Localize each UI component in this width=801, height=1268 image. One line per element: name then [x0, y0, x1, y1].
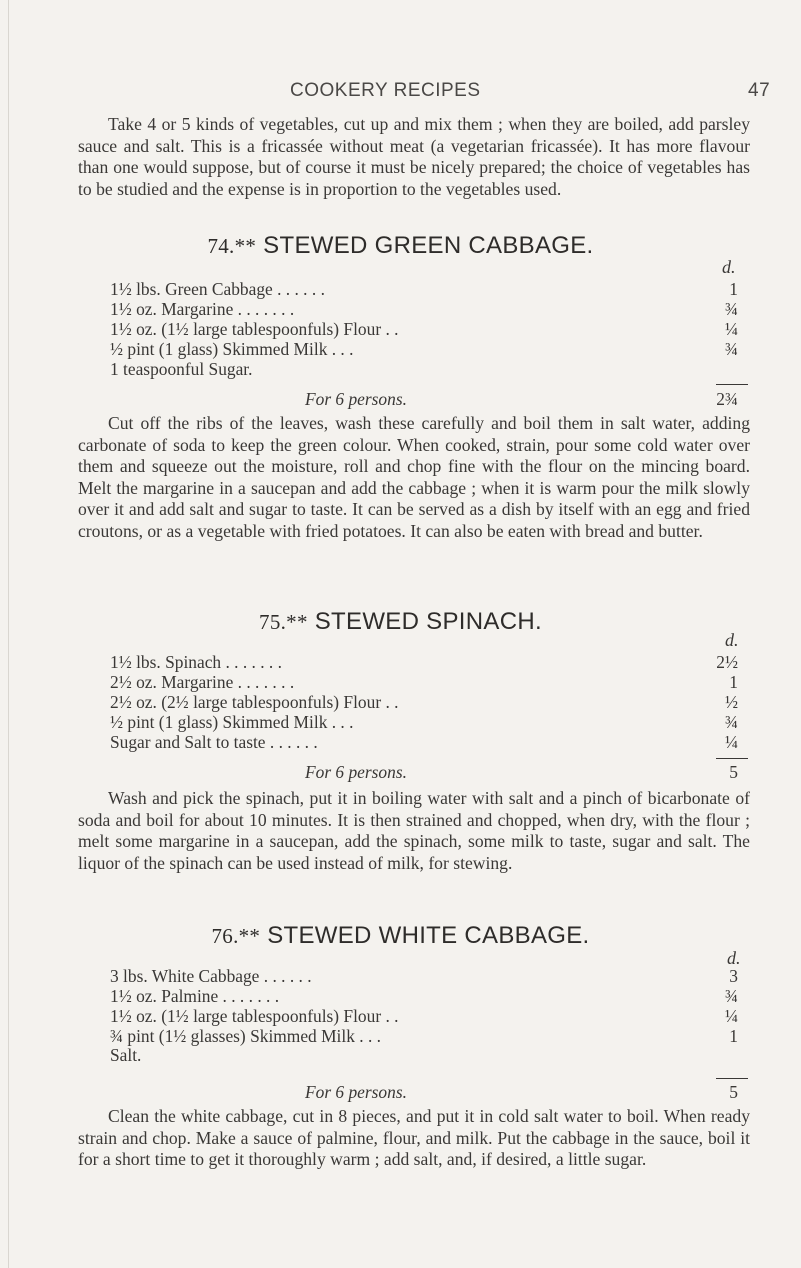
- total-cost: 5: [729, 762, 738, 782]
- recipe-75-cost-unit: d.: [725, 630, 739, 650]
- ingredient-cost: 1: [729, 279, 738, 299]
- ingredient-row: [110, 1026, 750, 1046]
- ingredient-row: [110, 672, 750, 692]
- ingredient-text: 3 lbs. White Cabbage . . . . . .: [110, 966, 312, 986]
- recipe-74-number: 74.**: [207, 234, 257, 258]
- total-cost: 5: [729, 1082, 738, 1102]
- ingredient-row: [110, 712, 750, 732]
- recipe-74-title: STEWED GREEN CABBAGE.: [263, 232, 594, 259]
- ingredient-text: 1 teaspoonful Sugar.: [110, 359, 253, 379]
- ingredient-row: [110, 339, 750, 359]
- ingredient-row: [110, 966, 750, 986]
- ingredient-cost: ¼: [724, 732, 738, 752]
- ingredient-cost: 1: [729, 1026, 738, 1046]
- ingredient-row: [110, 359, 750, 379]
- recipe-75-method: Wash and pick the spinach, put it in boiling water with salt and a pinch of bicarbonate of soda and boil for about 10 minutes. It is then strained and chopped, when dry, with the flour ; melt some margarine in a saucepan, add the spinach, some milk to taste, sugar and salt. The liquor of the spinach can be used instead of milk, for stewing.: [78, 788, 750, 873]
- servings-label: For 6 persons.: [305, 1082, 407, 1102]
- ingredient-row: [110, 1045, 750, 1065]
- ingredient-text: 1½ lbs. Green Cabbage . . . . . .: [110, 279, 325, 299]
- recipe-74-total-row: [110, 389, 750, 411]
- ingredient-text: 1½ oz. Margarine . . . . . . .: [110, 299, 295, 319]
- ingredient-text: 1½ oz. (1½ large tablespoonfuls) Flour . .: [110, 1006, 399, 1026]
- total-rule: [716, 758, 748, 759]
- ingredient-row: [110, 986, 750, 1006]
- servings-label: For 6 persons.: [305, 389, 407, 409]
- ingredient-text: 2½ oz. Margarine . . . . . . .: [110, 672, 295, 692]
- ingredient-text: 2½ oz. (2½ large tablespoonfuls) Flour . .: [110, 692, 399, 712]
- ingredient-text: ½ pint (1 glass) Skimmed Milk . . .: [110, 712, 354, 732]
- ingredient-text: 1½ oz. (1½ large tablespoonfuls) Flour . .: [110, 319, 399, 339]
- recipe-74-heading: [0, 232, 801, 260]
- ingredient-row: [110, 279, 750, 299]
- recipe-75-title: STEWED SPINACH.: [314, 608, 542, 635]
- ingredient-cost: ¼: [724, 1006, 738, 1026]
- servings-label: For 6 persons.: [305, 762, 407, 782]
- ingredient-cost: ¾: [724, 339, 738, 359]
- ingredient-row: [110, 299, 750, 319]
- ingredient-row: [110, 1006, 750, 1026]
- recipe-76-cost-unit: d.: [727, 948, 741, 968]
- ingredient-cost: ½: [724, 692, 738, 712]
- recipe-74-cost-unit: d.: [722, 257, 736, 277]
- ingredient-text: 1½ oz. Palmine . . . . . . .: [110, 986, 280, 1006]
- intro-paragraph: Take 4 or 5 kinds of vegetables, cut up and mix them ; when they are boiled, add parsley sauce and salt. This is a fricassée without meat (a vegetarian fricassée). It has more flavour than one would suppose, but of course it must be nicely prepared; the choice of vegetables has to be studied and the expense is in proportion to the vegetables used.: [78, 114, 750, 199]
- ingredient-cost: ¾: [724, 299, 738, 319]
- recipe-76-title: STEWED WHITE CABBAGE.: [267, 922, 590, 949]
- recipe-76-number: 76.**: [211, 924, 261, 948]
- ingredient-text: 1½ lbs. Spinach . . . . . . .: [110, 652, 282, 672]
- running-title: COOKERY RECIPES: [290, 80, 481, 101]
- recipe-76-heading: [0, 922, 801, 950]
- recipe-74-method: Cut off the ribs of the leaves, wash these carefully and boil them in salt water, adding carbonate of soda to keep the green colour. When cooked, strain, pour some cold water over them and squeeze out the moisture, roll and chop fine with the flour on the mincing board. Melt the margarine in a saucepan and add the cabbage ; when it is warm pour the milk slowly over it and add salt and sugar to taste. It can be served as a dish by itself with an egg and fried croutons, or as a vegetable with fried potatoes. It can also be eaten with bread and butter.: [78, 413, 750, 541]
- total-rule: [716, 1078, 748, 1079]
- ingredient-cost: 3: [729, 966, 738, 986]
- ingredient-cost: 1: [729, 672, 738, 692]
- ingredient-row: [110, 652, 750, 672]
- ingredient-text: ¾ pint (1½ glasses) Skimmed Milk . . .: [110, 1026, 381, 1046]
- page-number: 47: [748, 80, 771, 101]
- ingredient-text: Salt.: [110, 1045, 142, 1065]
- ingredient-row: [110, 692, 750, 712]
- ingredient-row: [110, 319, 750, 339]
- recipe-76-method: Clean the white cabbage, cut in 8 pieces, and put it in cold salt water to boil. When ready strain and chop. Make a sauce of palmine, flour, and milk. Put the cabbage in the sauce, boil it for a short time to get it thoroughly warm ; add salt, and, if desired, a little sugar.: [78, 1106, 750, 1169]
- total-rule: [716, 384, 748, 385]
- recipe-75-total-row: [110, 762, 750, 784]
- total-cost: 2¾: [716, 389, 738, 409]
- ingredient-cost: ¾: [724, 986, 738, 1006]
- recipe-75-heading: [0, 608, 801, 636]
- ingredient-text: ½ pint (1 glass) Skimmed Milk . . .: [110, 339, 354, 359]
- ingredient-cost: ¼: [724, 319, 738, 339]
- page-header: [0, 80, 801, 110]
- recipe-76-total-row: [110, 1082, 750, 1104]
- ingredient-cost: 2½: [716, 652, 738, 672]
- recipe-75-number: 75.**: [259, 610, 308, 634]
- ingredient-text: Sugar and Salt to taste . . . . . .: [110, 732, 318, 752]
- ingredient-row: [110, 732, 750, 752]
- ingredient-cost: ¾: [724, 712, 738, 732]
